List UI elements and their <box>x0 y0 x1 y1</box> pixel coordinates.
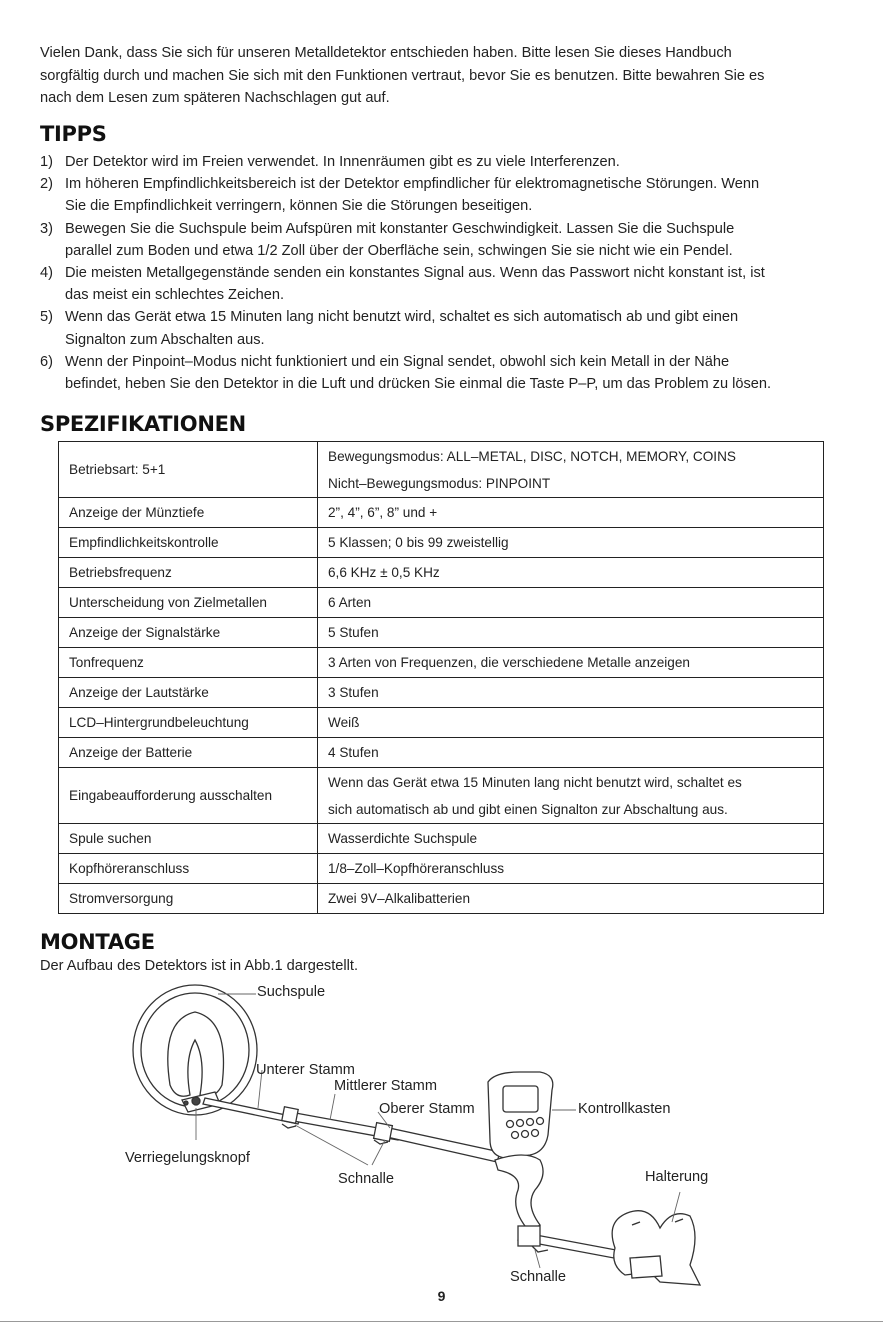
label-suchspule: Suchspule <box>257 984 326 1000</box>
tip-number: 5) <box>40 309 53 326</box>
table-row <box>59 648 824 678</box>
table-row <box>59 588 824 618</box>
label-schnalle-rear: Schnalle <box>510 1269 566 1285</box>
tip-line: parallel zum Boden und etwa 1/2 Zoll über der Oberfläche sein, schwingen Sie sie nicht wie ein Pendel. <box>65 242 733 259</box>
search-coil-inner <box>168 1012 224 1096</box>
tip-number: 3) <box>40 220 53 237</box>
spec-value: 3 Arten von Frequenzen, die verschiedene Metalle anzeigen <box>318 648 824 678</box>
tip-number: 1) <box>40 154 53 170</box>
detector-illustration <box>0 980 883 1290</box>
label-kontrollkasten: Kontrollkasten <box>578 1101 671 1117</box>
intro-paragraph <box>40 42 850 110</box>
spec-value <box>318 442 824 498</box>
bottom-rule <box>0 1321 883 1322</box>
label-oberer-stamm: Oberer Stamm <box>379 1101 475 1117</box>
tip-item <box>40 173 850 217</box>
label-mittlerer-stamm: Mittlerer Stamm <box>334 1078 437 1094</box>
spec-key: LCD–Hintergrundbeleuchtung <box>59 708 318 738</box>
spec-key: Kopfhöreranschluss <box>59 854 318 884</box>
tip-line: das meist ein schlechtes Zeichen. <box>65 287 285 304</box>
intro-line: Vielen Dank, dass Sie sich für unseren Metalldetektor entschieden haben. Bitte lesen Sie dieses Handbuch <box>40 45 732 61</box>
spec-value: 5 Klassen; 0 bis 99 zweistellig <box>318 528 824 558</box>
table-row <box>59 738 824 768</box>
table-row <box>59 824 824 854</box>
tip-item <box>40 218 850 262</box>
label-schnalle: Schnalle <box>338 1171 394 1187</box>
label-verriegelungsknopf: Verriegelungsknopf <box>125 1150 250 1166</box>
spec-key: Anzeige der Münztiefe <box>59 498 318 528</box>
montage-intro: Der Aufbau des Detektors ist in Abb.1 dargestellt. <box>40 958 358 974</box>
spec-key: Anzeige der Batterie <box>59 738 318 768</box>
spec-key: Empfindlichkeitskontrolle <box>59 528 318 558</box>
tip-line: Signalton zum Abschalten aus. <box>65 331 265 348</box>
table-row <box>59 528 824 558</box>
table-row <box>59 558 824 588</box>
spec-value-line: Bewegungsmodus: ALL–METAL, DISC, NOTCH, MEMORY, COINS <box>328 448 736 464</box>
spec-key: Betriebsfrequenz <box>59 558 318 588</box>
spec-value: Weiß <box>318 708 824 738</box>
table-row <box>59 498 824 528</box>
spec-value-line: Nicht–Bewegungsmodus: PINPOINT <box>328 475 551 491</box>
upper-shaft <box>378 1126 500 1162</box>
table-row <box>59 884 824 914</box>
spec-key: Unterscheidung von Zielmetallen <box>59 588 318 618</box>
table-row <box>59 768 824 824</box>
tip-item <box>40 151 850 173</box>
tip-number: 4) <box>40 265 53 282</box>
tip-line: Wenn der Pinpoint–Modus nicht funktioniert und ein Signal sendet, obwohl sich kein Metall in der Nähe <box>65 353 730 370</box>
tips-heading: TIPPS <box>40 122 107 146</box>
tip-item <box>40 351 850 395</box>
tip-item <box>40 306 850 350</box>
spec-value: 6 Arten <box>318 588 824 618</box>
tip-number: 2) <box>40 176 53 193</box>
spec-value: 6,6 KHz ± 0,5 KHz <box>318 558 824 588</box>
spec-value: 1/8–Zoll–Kopfhöreranschluss <box>318 854 824 884</box>
spec-key: Spule suchen <box>59 824 318 854</box>
spec-key: Betriebsart: 5+1 <box>59 442 318 498</box>
tip-item <box>40 262 850 306</box>
intro-line: nach dem Lesen zum späteren Nachschlagen gut auf. <box>40 90 390 106</box>
tip-line: Der Detektor wird im Freien verwendet. In Innenräumen gibt es zu viele Interferenzen. <box>65 154 620 170</box>
spec-key: Tonfrequenz <box>59 648 318 678</box>
page-number: 9 <box>437 1288 446 1304</box>
spec-value: 2”, 4”, 6”, 8” und + <box>318 498 824 528</box>
spec-key: Anzeige der Signalstärke <box>59 618 318 648</box>
table-row <box>59 678 824 708</box>
tip-line: Wenn das Gerät etwa 15 Minuten lang nicht benutzt wird, schaltet es sich automatisch ab und gibt einen <box>65 309 739 326</box>
intro-line: sorgfältig durch und machen Sie sich mit den Funktionen vertraut, bevor Sie es benutzen. Bitte bewahren Sie es <box>40 67 765 84</box>
table-row <box>59 442 824 498</box>
spec-value: 4 Stufen <box>318 738 824 768</box>
table-row <box>59 854 824 884</box>
tip-line: Bewegen Sie die Suchspule beim Aufspüren mit konstanter Geschwindigkeit. Lassen Sie die Suchspule <box>65 220 735 237</box>
spec-value: Wasserdichte Suchspule <box>318 824 824 854</box>
tip-line: befindet, heben Sie den Detektor in die Luft und drücken Sie einmal die Taste P–P, um das Problem zu lösen. <box>65 376 772 393</box>
spec-key: Eingabeaufforderung ausschalten <box>59 768 318 824</box>
tip-line: Im höheren Empfindlichkeitsbereich ist der Detektor empfindlicher für elektromagnetische Störungen. Wenn <box>65 176 760 193</box>
label-unterer-stamm: Unterer Stamm <box>256 1062 355 1078</box>
spec-key: Anzeige der Lautstärke <box>59 678 318 708</box>
table-row <box>59 618 824 648</box>
spec-value: 5 Stufen <box>318 618 824 648</box>
spec-value-line: sich automatisch ab und gibt einen Signalton zur Abschaltung aus. <box>328 801 728 817</box>
lcd-screen <box>503 1086 538 1112</box>
tips-list <box>40 151 850 395</box>
tip-number: 6) <box>40 353 53 370</box>
spec-value-line: Wenn das Gerät etwa 15 Minuten lang nicht benutzt wird, schaltet es <box>328 774 742 790</box>
label-halterung: Halterung <box>645 1169 709 1185</box>
table-row <box>59 708 824 738</box>
specs-table <box>58 441 824 914</box>
search-coil-ring <box>141 993 249 1107</box>
tip-line: Die meisten Metallgegenstände senden ein konstantes Signal aus. Wenn das Passwort nicht konstant ist, ist <box>65 265 765 282</box>
spec-value: Zwei 9V–Alkalibatterien <box>318 884 824 914</box>
spec-value <box>318 768 824 824</box>
montage-heading: MONTAGE <box>40 930 155 954</box>
specs-heading: SPEZIFIKATIONEN <box>40 412 246 436</box>
tip-line: Sie die Empfindlichkeit verringern, können Sie die Störungen beseitigen. <box>65 198 533 215</box>
spec-value: 3 Stufen <box>318 678 824 708</box>
handle-grip <box>495 1155 543 1232</box>
control-box <box>488 1072 553 1158</box>
spec-key: Stromversorgung <box>59 884 318 914</box>
search-coil-outer <box>133 985 257 1115</box>
